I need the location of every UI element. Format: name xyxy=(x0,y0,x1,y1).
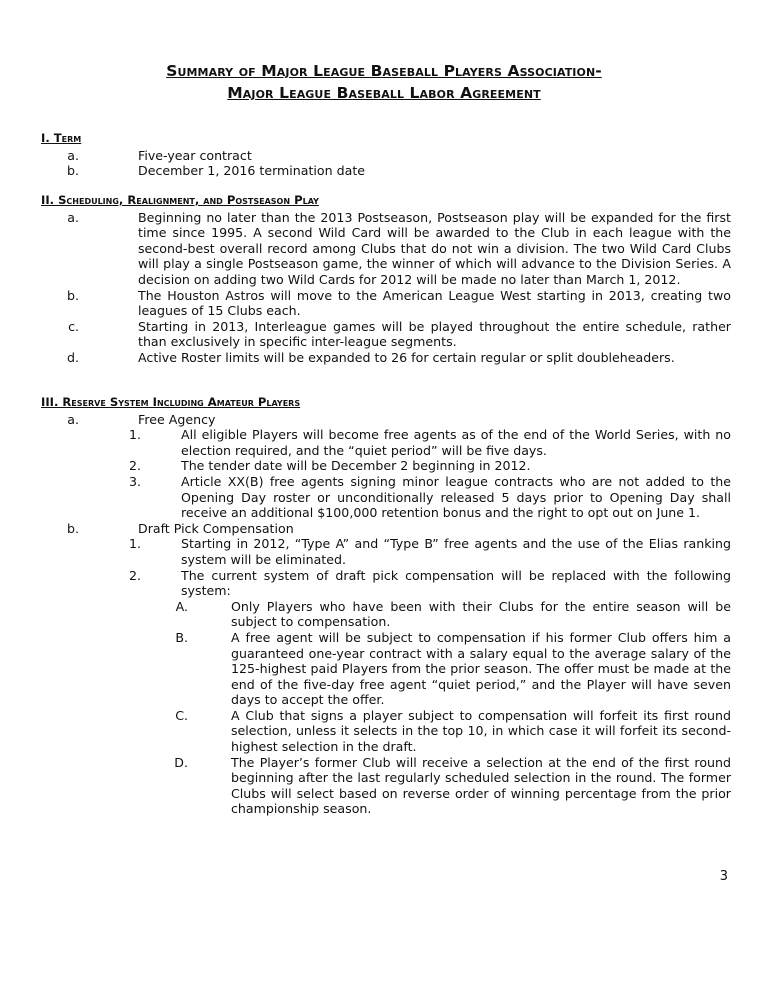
list-item xyxy=(41,427,731,458)
item-label: a. xyxy=(67,209,79,225)
list-item xyxy=(41,350,731,366)
title-line-2: Major League Baseball Labor Agreement xyxy=(227,84,541,102)
item-text: The Player’s former Club will receive a selection at the end of the first round beginning after the last regularly scheduled selection in the round. The former Clubs will select based on reverse order of winning percentage from the prior championship season. xyxy=(231,754,731,817)
item-label: 2. xyxy=(128,567,141,583)
section-scheduling xyxy=(41,193,731,366)
item-text: The tender date will be December 2 beginning in 2012. xyxy=(181,458,531,474)
item-text: Five-year contract xyxy=(138,147,252,163)
item-text: All eligible Players will become free agents as of the end of the World Series, with no election required, and the “quiet period” will be five days. xyxy=(181,427,731,458)
list-item xyxy=(41,599,731,630)
section-term xyxy=(41,131,731,179)
list-item xyxy=(41,163,731,179)
item-text: Free Agency xyxy=(138,411,216,427)
item-text: The current system of draft pick compensation will be replaced with the following system: xyxy=(181,567,731,599)
list-item xyxy=(41,458,731,474)
list-item xyxy=(41,568,731,599)
list-item xyxy=(41,755,731,817)
item-label: 3. xyxy=(128,473,141,489)
section-heading: II. Scheduling, Realignment, and Postseason Play xyxy=(41,193,319,207)
list-item xyxy=(41,521,731,537)
list-item xyxy=(41,536,731,567)
item-label: C. xyxy=(175,707,188,723)
item-text: Only Players who have been with their Clubs for the entire season will be subject to compensation. xyxy=(231,598,731,630)
item-label: 2. xyxy=(128,458,141,474)
item-text: Starting in 2012, “Type A” and “Type B” free agents and the use of the Elias ranking system will be eliminated. xyxy=(181,536,731,567)
list-item xyxy=(41,474,731,521)
item-text: The Houston Astros will move to the American League West starting in 2013, creating two leagues of 15 Clubs each. xyxy=(138,287,731,319)
title-line-1: Summary of Major League Baseball Players Association- xyxy=(166,62,602,80)
item-label: a. xyxy=(67,411,79,427)
item-text: Draft Pick Compensation xyxy=(138,520,294,536)
list-item xyxy=(41,148,731,164)
list-item xyxy=(41,630,731,708)
item-text: Starting in 2013, Interleague games will be played throughout the entire schedule, rather than exclusively in specific inter-league segments. xyxy=(138,318,731,350)
section-heading: III. Reserve System Including Amateur Players xyxy=(41,395,301,409)
document-title xyxy=(40,60,728,104)
page-number: 3 xyxy=(719,869,728,884)
list-item xyxy=(41,319,731,350)
item-label: b. xyxy=(67,163,79,179)
item-label: b. xyxy=(67,287,79,303)
item-label: B. xyxy=(175,629,188,645)
section-reserve-system xyxy=(41,395,731,817)
item-label: 1. xyxy=(128,536,141,552)
list-item xyxy=(41,288,731,319)
item-text: December 1, 2016 termination date xyxy=(138,163,366,179)
section-heading: I. Term xyxy=(41,131,82,145)
item-label: b. xyxy=(67,520,79,536)
item-label: a. xyxy=(67,147,79,163)
item-label: 1. xyxy=(128,427,141,443)
item-text: Article XX(B) free agents signing minor league contracts who are not added to the Opening Day roster or unconditionally released 5 days prior to Opening Day shall receive an additional $100,000 retention bonus and the right to opt out on June 1. xyxy=(181,473,731,521)
list-item xyxy=(41,210,731,288)
item-text: A Club that signs a player subject to compensation will forfeit its first round selection, unless it selects in the top 10, in which case it will forfeit its second-highest selection in the draft. xyxy=(231,707,731,755)
list-item xyxy=(41,412,731,428)
item-text: Active Roster limits will be expanded to 26 for certain regular or split doubleheaders. xyxy=(138,349,675,365)
item-text: Beginning no later than the 2013 Postseason, Postseason play will be expanded for the first time since 1995. A second Wild Card will be awarded to the Club in each league with the second-best overall record among Clubs that do not win a division. The two Wild Card Clubs will play a single Postseason game, the winner of which will advance to the Division Series. A decision on adding two Wild Cards for 2012 will be made no later than March 1, 2012. xyxy=(138,209,731,287)
item-label: d. xyxy=(67,349,79,365)
item-label: c. xyxy=(68,318,79,334)
item-label: A. xyxy=(175,598,188,614)
list-item xyxy=(41,708,731,755)
item-label: D. xyxy=(174,754,188,770)
item-text: A free agent will be subject to compensation if his former Club offers him a guaranteed one-year contract with a salary equal to the average salary of the 125-highest paid Players from the prior season. The offer must be made at the end of the five-day free agent “quiet period,” and the Player will have seven days to accept the offer. xyxy=(231,629,731,708)
